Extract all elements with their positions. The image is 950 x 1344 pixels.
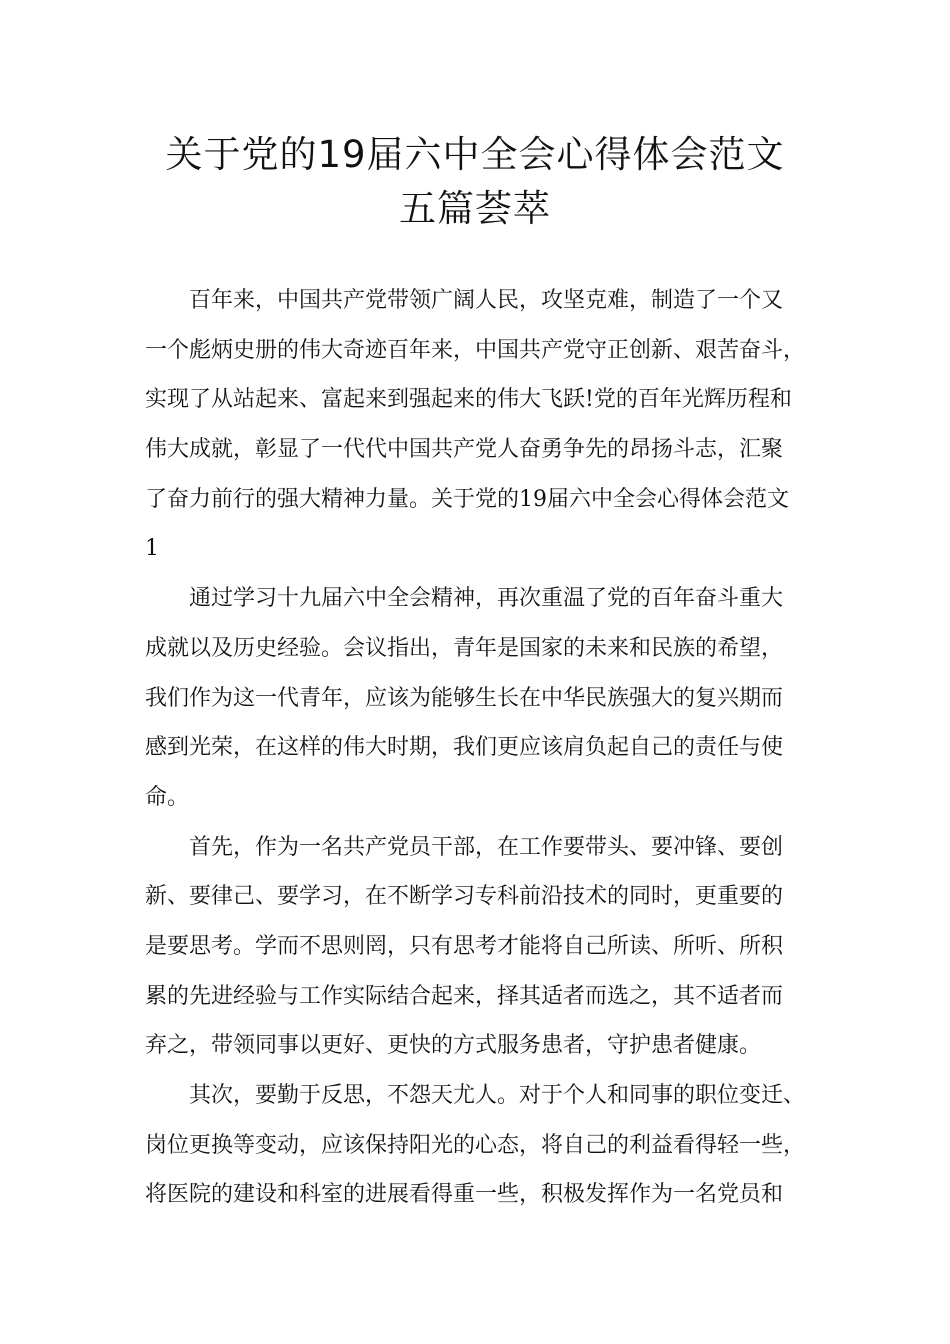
body-line: 实现了从站起来、富起来到强起来的伟大飞跃!党的百年光辉历程和 [145,387,792,413]
body-line: 了奋力前行的强大精神力量。关于党的19届六中全会心得体会范文 [145,486,789,512]
body-line: 我们作为这一代青年，应该为能够生长在中华民族强大的复兴期而 [145,685,784,711]
title-line-1: 关于党的19届六中全会心得体会范文 [165,133,785,176]
document-title [0,128,950,236]
body-line: 是要思考。学而不思则罔，只有思考才能将自己所读、所听、所积 [145,933,784,959]
body-line: 成就以及历史经验。会议指出，青年是国家的未来和民族的希望， [145,635,784,661]
body-line: 将医院的建设和科室的进展看得重一些，积极发挥作为一名党员和 [145,1182,784,1208]
body-line: 新、要律己、要学习，在不断学习专科前沿技术的同时，更重要的 [145,884,784,910]
title-line-2: 五篇荟萃 [399,187,551,230]
body-line: 1 [145,536,159,562]
body-line: 其次，要勤于反思，不怨天尤人。对于个人和同事的职位变迁、 [189,1083,806,1108]
body-line: 一个彪炳史册的伟大奇迹百年来，中国共产党守正创新、艰苦奋斗， [145,337,806,363]
body-line: 岗位更换等变动，应该保持阳光的心态，将自己的利益看得轻一些， [145,1132,806,1158]
body-line: 首先，作为一名共产党员干部，在工作要带头、要冲锋、要创 [189,834,784,860]
body-line: 命。 [145,784,190,810]
body-line: 通过学习十九届六中全会精神，再次重温了党的百年奋斗重大 [189,586,784,612]
document-body [145,276,825,1220]
body-line: 弃之，带领同事以更好、更快的方式服务患者，守护患者健康。 [145,1033,762,1059]
body-line: 累的先进经验与工作实际结合起来，择其适者而选之，其不适者而 [145,983,784,1009]
body-line: 伟大成就，彰显了一代代中国共产党人奋勇争先的昂扬斗志，汇聚 [145,437,784,463]
body-line: 感到光荣，在这样的伟大时期，我们更应该肩负起自己的责任与使 [145,735,784,761]
body-line: 百年来，中国共产党带领广阔人民，攻坚克难，制造了一个又 [189,288,784,313]
